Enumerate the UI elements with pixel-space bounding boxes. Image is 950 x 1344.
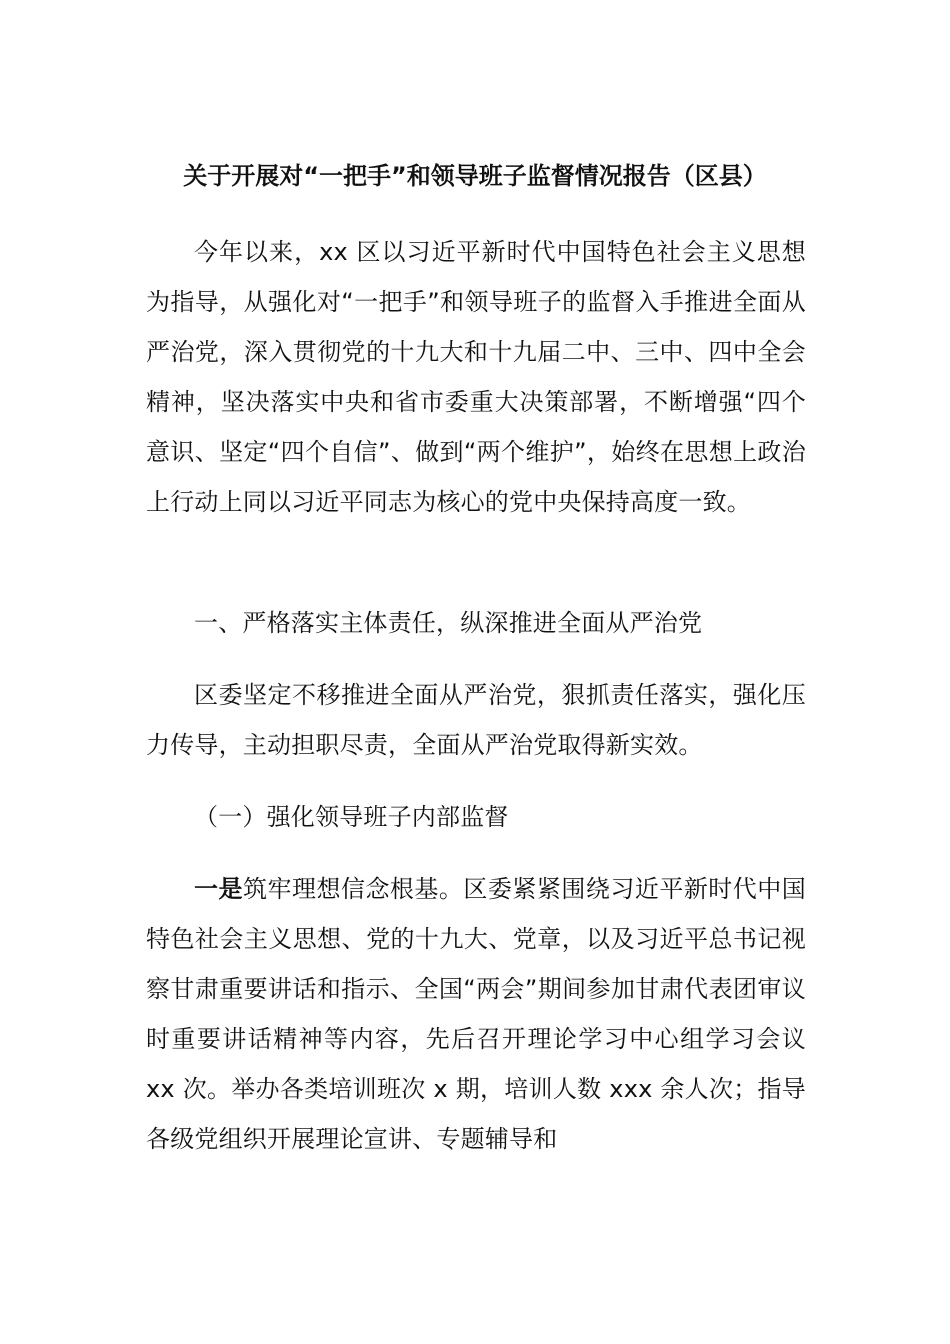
point-lead: 一是 [194,875,243,903]
subsection-heading-1: （一）强化领导班子内部监督 [194,803,509,831]
document-title: 关于开展对“一把手”和领导班子监督情况报告（区县） [183,162,767,190]
intro-paragraph: 今年以来，xx 区以习近平新时代中国特色社会主义思想为指导，从强化对“一把手”和领导班子的监督入手推进全面从严治党，深入贯彻党的十九大和十九届二中、三中、四中全会精神，坚决落实中央和省市委重大决策部署，不断增强“四个意识、坚定“四个自信”、做到“两个维护”，始终在思想上政治上行动上同以习近平同志为核心的党中央保持高度一致。 [146,238,806,516]
section-paragraph-1: 区委坚定不移推进全面从严治党，狠抓责任落实，强化压力传导，主动担职尽责，全面从严治党取得新实效。 [146,681,806,759]
point-text: 筑牢理想信念根基。区委紧紧围绕习近平新时代中国特色社会主义思想、党的十九大、党章，以及习近平总书记视察甘肃重要讲话和指示、全国“两会”期间参加甘肃代表团审议时重要讲话精神等内容，先后召开理论学习中心组学习会议 xx 次。举办各类培训班次 x 期，培训人数 xxx 余人次；指导各级党组织开展理论宣讲、专题辅导和 [146,875,806,1153]
section-heading-1: 一、严格落实主体责任，纵深推进全面从严治党 [194,609,703,637]
point-paragraph-1 [146,864,806,1164]
